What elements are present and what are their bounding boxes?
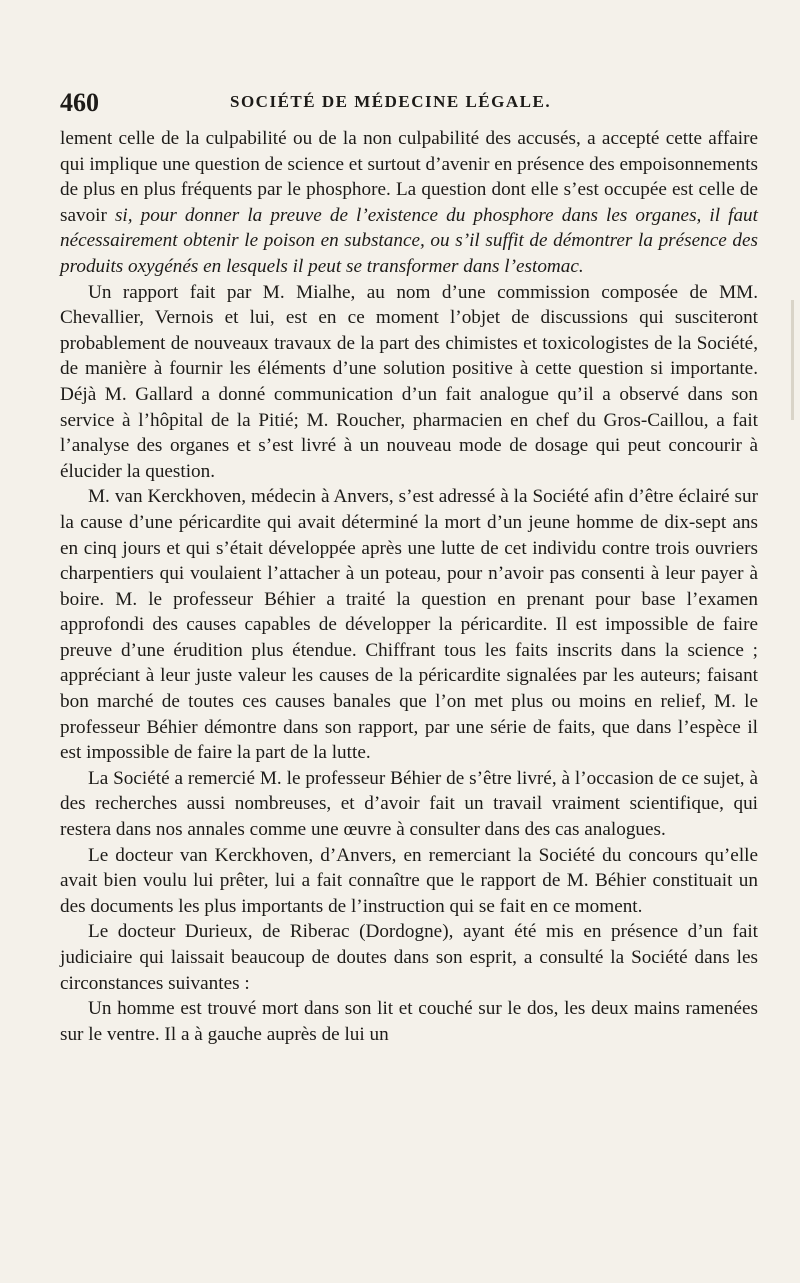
paragraph-7: Un homme est trouvé mort dans son lit et couché sur le dos, les deux mains ramenées sur le ventre. Il a à gauche auprès de lui un [60, 998, 758, 1045]
paragraph-2: Un rapport fait par M. Mialhe, au nom d’une commission composée de MM. Chevallier, Vernois et lui, est en ce moment l’objet de discussions qui susciteront probablement de nouveaux travaux de la part des chimistes et toxicologistes de la Société, de manière à fournir les éléments d’une solution positive à cette question si importante. Déjà M. Gallard a donné communication d’un fait analogue qu’il a observé dans son service à l’hôpital de la Pitié; M. Roucher, pharmacien en chef du Gros-Caillou, a fait l’analyse des organes et s’est livré à un nouveau mode de dosage qui peut concourir à élucider la question. [60, 281, 758, 482]
page-edge-shadow [791, 300, 794, 420]
body-text [60, 126, 758, 1047]
paragraph-3: M. van Kerckhoven, médecin à Anvers, s’est adressé à la Société afin d’être éclairé sur la cause d’une péricardite qui avait déterminé la mort d’un jeune homme de dix-sept ans en cinq jours et qui s’était développée après une lutte de cet individu contre trois ouvriers charpentiers qui voulaient l’attacher à un poteau, pour n’avoir pas consenti à leur payer à boire. M. le professeur Béhier a traité la question en prenant pour base l’examen approfondi des causes capables de développer la péricardite. Il est impossible de faire preuve d’une érudition plus étendue. Chiffrant tous les faits inscrits dans la science ; appréciant à leur juste valeur les causes de la péricardite signalées par les auteurs; faisant bon marché de toutes ces causes banales que l’on met plus ou moins en relief, M. le professeur Béhier démontre dans son rapport, par une série de faits, que dans l’espèce il est impossible de faire la part de la lutte. [60, 486, 758, 764]
page-header [60, 88, 758, 122]
paragraph-1-text: lement celle de la culpabilité ou de la non culpabilité des accusés, a accepté cette affaire qui implique une question de science et surtout d’avenir en présence des empoisonnements de plus en plus fréquents par le phosphore. La question dont elle s’est occupée est celle de savoir [60, 128, 759, 226]
paragraph-1-italic-question: si, pour donner la preuve de l’existence du phosphore dans les organes, il faut nécessairement obtenir le poison en substance, ou s’il suffit de démontrer la présence des produits oxygénés en lesquels il peut se transformer dans l’estomac. [60, 204, 758, 277]
paragraph-1 [60, 126, 758, 280]
paragraph-5: Le docteur van Kerckhoven, d’Anvers, en remerciant la Société du concours qu’elle avait bien voulu lui prêter, lui a fait connaître que le rapport de M. Béhier constituait un des documents les plus importants de l’instruction qui se fait en ce moment. [60, 844, 758, 917]
paragraph-4: La Société a remercié M. le professeur Béhier de s’être livré, à l’occasion de ce sujet, à des recherches aussi nombreuses, et d’avoir fait un travail vraiment scientifique, qui restera dans nos annales comme une œuvre à consulter dans des cas analogues. [60, 767, 758, 841]
paragraph-6: Le docteur Durieux, de Riberac (Dordogne), ayant été mis en présence d’un fait judiciaire qui laissait beaucoup de doutes dans son esprit, a consulté la Société dans les circonstances suivantes : [60, 921, 758, 994]
running-head: SOCIÉTÉ DE MÉDECINE LÉGALE. [230, 92, 552, 111]
page-number: 460 [60, 88, 99, 117]
